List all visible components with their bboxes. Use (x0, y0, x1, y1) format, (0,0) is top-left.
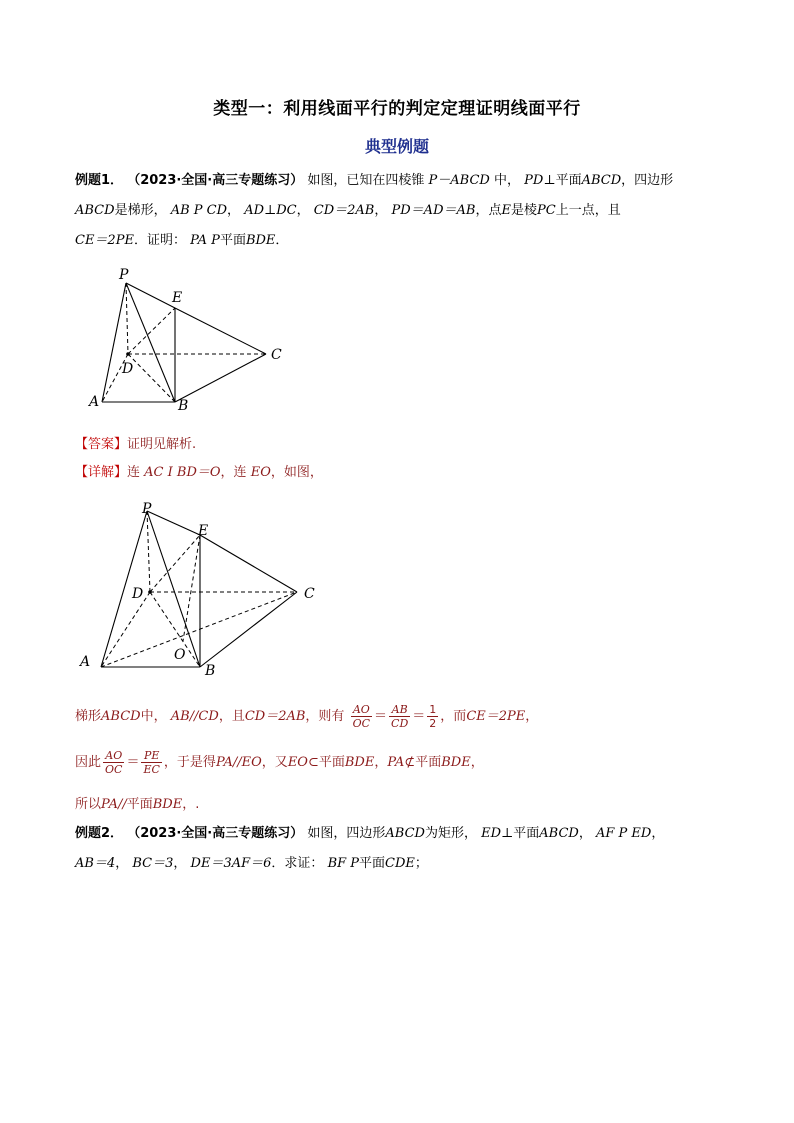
label-D: D (122, 361, 134, 377)
math: CD＝2AB (244, 709, 306, 724)
text: 平面 (359, 856, 386, 871)
text: 为矩形， (424, 826, 477, 841)
text: ， (296, 203, 310, 218)
figure1-pyramid (80, 262, 300, 417)
text: ，如图， (270, 465, 323, 480)
label-E: E (198, 523, 209, 539)
math: ED⊥ (481, 826, 514, 841)
math: CE＝2PE (75, 233, 134, 248)
edge-BC (175, 354, 266, 402)
label-C: C (271, 347, 282, 363)
math: EO⊂ (287, 755, 319, 770)
text: ，又 (261, 755, 288, 770)
fraction (389, 703, 410, 730)
text: ， (525, 709, 539, 724)
edge-PD (147, 511, 150, 592)
proof-line3 (75, 793, 199, 812)
detail-tag: 【详解】 (75, 465, 128, 480)
edge-EC (175, 308, 266, 354)
page-title: 类型一：利用线面平行的判定定理证明线面平行 (213, 99, 581, 119)
math: BC＝3 (132, 856, 174, 871)
label-A: A (80, 654, 91, 670)
label-C: C (304, 586, 315, 602)
math: CDE (385, 856, 415, 871)
example1-line1 (75, 169, 673, 188)
proof-line1 (75, 703, 538, 730)
denominator: 2 (429, 717, 437, 730)
numerator: 1 (429, 703, 437, 716)
example1-label: 例题1． (75, 173, 124, 188)
math: DE＝3AF＝6 (190, 856, 272, 871)
math: ABCD (385, 826, 425, 841)
example2-label: 例题2． (75, 826, 124, 841)
edge-DE (128, 308, 175, 354)
math: EO (250, 465, 271, 480)
math: BDE (441, 755, 471, 770)
math: PA//EO (215, 755, 262, 770)
edge-PB (147, 511, 200, 667)
label-P: P (142, 501, 152, 517)
fraction (351, 703, 372, 730)
text: ，则有 (305, 709, 345, 724)
example2-line2 (75, 852, 428, 871)
text: ， (115, 856, 129, 871)
text: ， (578, 826, 592, 841)
math: E (501, 203, 511, 218)
math: AB//CD (170, 709, 219, 724)
math: PA P (190, 233, 220, 248)
edge-PA (102, 283, 126, 402)
edge-EC (200, 535, 297, 592)
answer-tag: 【答案】 (75, 437, 128, 452)
figure2-pyramid (75, 495, 325, 680)
text: ．求证： (271, 856, 324, 871)
math: AB P CD (170, 203, 228, 218)
text: 是梯形， (114, 203, 167, 218)
text: 平面 (318, 755, 345, 770)
text: 连 (127, 465, 141, 480)
math: PA⊄ (387, 755, 416, 770)
math: BF P (327, 856, 360, 871)
label-O: O (174, 647, 186, 663)
answer-line (75, 433, 196, 452)
math: AB＝4 (75, 856, 116, 871)
text: ， (173, 856, 187, 871)
edge-AC (101, 592, 297, 667)
text: 平面 (513, 826, 540, 841)
text: ，连 (220, 465, 247, 480)
text: 如图，四边形 (307, 826, 386, 841)
math: ABCD (75, 203, 115, 218)
math: AF P ED (596, 826, 652, 841)
text: ， (374, 755, 388, 770)
text: ， (374, 203, 388, 218)
math: ABCD (101, 709, 141, 724)
text: ． (275, 233, 289, 248)
proof-line2 (75, 749, 484, 776)
example1-line3 (75, 229, 288, 248)
text: ．证明： (133, 233, 186, 248)
edge-PE (147, 511, 200, 535)
text: 上一点，且 (555, 203, 621, 218)
math: PD⊥ (524, 173, 556, 188)
math: BDE (245, 233, 276, 248)
equals: ＝ (126, 755, 140, 770)
math: PD＝AD＝AB (391, 203, 476, 218)
edge-PB (126, 283, 175, 402)
example1-line2 (75, 199, 621, 218)
point-D (148, 590, 152, 594)
text: ； (414, 856, 428, 871)
text: ，四边形 (621, 173, 674, 188)
text: ，. (182, 797, 200, 812)
fraction (427, 703, 438, 730)
example2-line1 (75, 822, 664, 841)
text: ，点 (475, 203, 502, 218)
section-subtitle: 典型例题 (364, 137, 429, 156)
denominator: CD (391, 717, 409, 730)
label-D: D (132, 586, 144, 602)
denominator: OC (352, 717, 371, 730)
text: ， (470, 755, 484, 770)
text: 中， (140, 709, 167, 724)
math: P－ABCD (428, 173, 490, 188)
equals: ＝ (412, 709, 426, 724)
fraction (141, 749, 161, 776)
numerator: AO (351, 703, 372, 717)
numerator: AB (389, 703, 410, 717)
math: AC I BD＝O (144, 465, 221, 480)
math: ABCD (581, 173, 622, 188)
equals: ＝ (374, 709, 388, 724)
denominator: OC (105, 763, 123, 776)
math: ABCD (539, 826, 579, 841)
math: CD＝2AB (313, 203, 375, 218)
text: 是棱 (510, 203, 537, 218)
example2-source: （2023·全国·高三专题练习） (127, 826, 304, 841)
label-E: E (172, 290, 183, 306)
text: ，且 (218, 709, 245, 724)
text: 梯形 (75, 709, 102, 724)
math: AD⊥DC (244, 203, 297, 218)
text: ， (651, 826, 665, 841)
numerator: AO (103, 749, 124, 763)
fraction (103, 749, 124, 776)
edge-EO (183, 535, 200, 641)
denominator: EC (143, 763, 160, 776)
edge-BC (200, 592, 297, 667)
edge-PE (126, 283, 175, 308)
text: 所以 (75, 797, 102, 812)
example1-source: （2023·全国·高三专题练习） (127, 173, 304, 188)
edge-PD (126, 283, 128, 354)
numerator: PE (141, 749, 161, 763)
text: ，而 (440, 709, 467, 724)
text: 平面 (415, 755, 442, 770)
label-P: P (119, 267, 129, 283)
text: ， (227, 203, 241, 218)
text: 如图，已知在四棱锥 (307, 173, 425, 188)
text: 中， (494, 173, 521, 188)
math: PC (536, 203, 556, 218)
point-D (126, 352, 130, 356)
text: 平面 (555, 173, 582, 188)
text: 因此 (75, 755, 102, 770)
text: 平面 (126, 797, 153, 812)
label-B: B (178, 398, 189, 414)
math: CE＝2PE (466, 709, 526, 724)
text: 平面 (219, 233, 246, 248)
math: BDE (344, 755, 375, 770)
text: ，于是得 (163, 755, 216, 770)
math: BDE (152, 797, 183, 812)
math: PA// (101, 797, 127, 812)
label-B: B (205, 663, 216, 679)
edge-DB (128, 354, 175, 402)
answer-text: 证明见解析. (127, 437, 197, 452)
label-A: A (89, 394, 100, 410)
edge-DA (101, 592, 150, 667)
detail-line (75, 461, 323, 480)
